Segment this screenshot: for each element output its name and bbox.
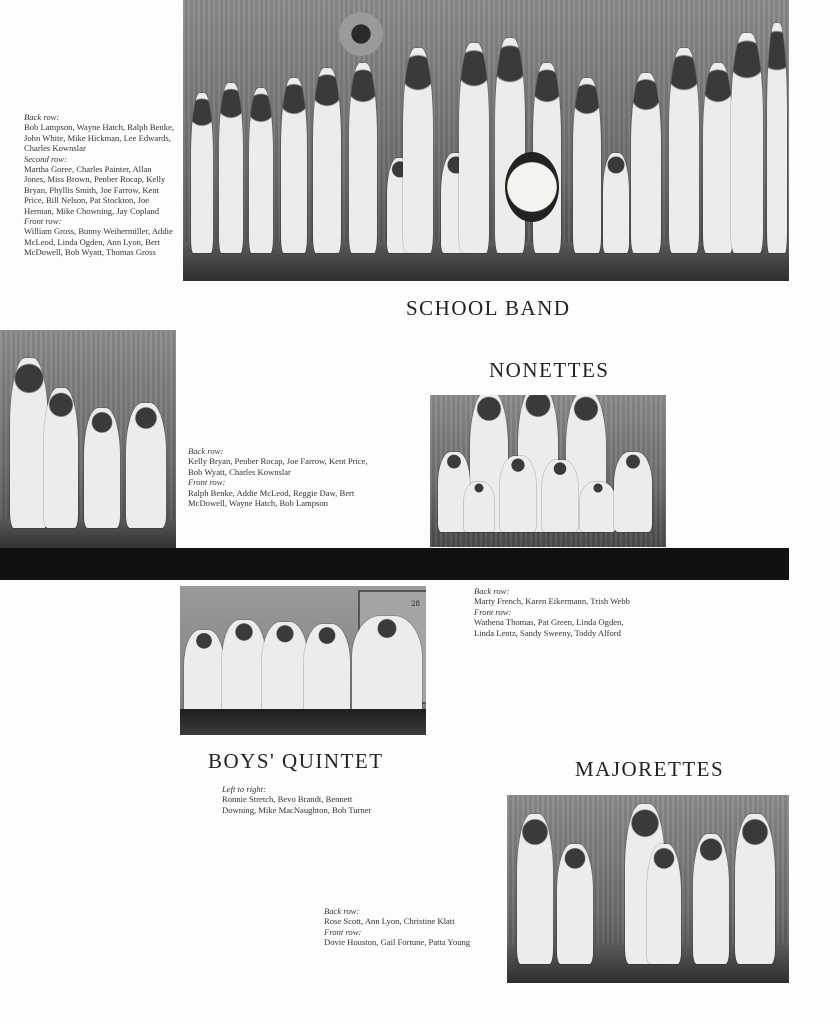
nonettes-photo xyxy=(430,395,666,547)
band-member xyxy=(219,83,243,253)
band-member xyxy=(44,388,78,528)
school-band-photo xyxy=(183,0,789,281)
front-row-label: Front row: xyxy=(188,477,226,488)
band-member xyxy=(10,358,48,528)
quintet-names: Ronnie Stretch, Bevo Brandt, Bennett Downing, Mike MacNaughton, Bob Turner xyxy=(222,794,372,815)
band-member xyxy=(191,93,213,253)
band-member xyxy=(631,73,661,253)
band-member xyxy=(703,63,733,253)
band-member xyxy=(281,78,307,253)
singer xyxy=(500,456,536,532)
school-band-heading: SCHOOL BAND xyxy=(406,296,571,320)
band-member xyxy=(126,403,166,528)
back-row-label: Back row: xyxy=(188,446,224,456)
nonettes-caption xyxy=(474,586,636,638)
front-row-label: Front row: xyxy=(24,216,62,227)
front-row-names: Ralph Benke, Addie McLeod, Reggie Daw, Bert McDowell, Wayne Hatch, Bob Lampson xyxy=(188,487,355,509)
second-row-names: Martha Goree, Charles Painter, Allan Jones, Miss Brown, Penber Rocap, Kelly Bryan, Phyllis Smith, Joe Farrow, Kent Price, Bill Nelson, Pat Stockton, Joe Herman, Mike Chowning, Jay Copland xyxy=(24,164,166,216)
band-caption xyxy=(24,112,174,258)
front-row-names: Wathena Thomas, Pat Green, Linda Ogden, Linda Lentz, Sandy Sweeny, Toddy Alford xyxy=(474,617,624,638)
nonettes-heading: NONETTES xyxy=(489,358,610,382)
sousaphone-bell xyxy=(339,12,383,56)
door-number: 28 xyxy=(411,600,420,608)
small-band-caption xyxy=(188,446,373,508)
band-member xyxy=(669,48,699,253)
singer xyxy=(184,630,224,720)
majorettes-heading: MAJORETTES xyxy=(575,757,725,781)
band-member xyxy=(573,78,601,253)
piano xyxy=(180,709,426,735)
band-member xyxy=(603,153,629,253)
singer xyxy=(542,460,578,532)
band-member xyxy=(767,23,787,253)
bass-drum xyxy=(505,152,559,222)
singer xyxy=(614,452,652,532)
majorettes-photo xyxy=(507,795,789,983)
singer xyxy=(262,622,308,720)
boys-quintet-heading: BOYS' QUINTET xyxy=(208,749,384,773)
back-row-names: Marty French, Karen Eikermann, Trish Webb xyxy=(474,596,630,607)
majorette xyxy=(557,844,593,964)
back-row-names: Kelly Bryan, Penber Rocap, Joe Farrow, Kent Price, Bob Wyatt, Charles Kownslar xyxy=(188,456,368,477)
singer xyxy=(304,624,350,720)
second-row-label: Second row: xyxy=(24,153,67,164)
majorettes-caption xyxy=(324,906,504,948)
back-row-label: Back row: xyxy=(24,112,60,122)
majorette xyxy=(647,844,681,964)
band-member xyxy=(349,63,377,253)
singer xyxy=(580,482,616,532)
band-member xyxy=(731,33,763,253)
front-row-label: Front row: xyxy=(324,926,362,937)
left-to-right-label: Left to right: xyxy=(222,784,266,794)
singer xyxy=(352,616,422,720)
majorette xyxy=(693,834,729,964)
band-member xyxy=(495,38,525,253)
back-row-names: Bob Lampson, Wayne Hatch, Ralph Benke, John White, Mike Hickman, Lee Edwards, Charles Kownslar xyxy=(24,122,174,154)
band-member xyxy=(403,48,433,253)
band-member xyxy=(313,68,341,253)
majorette xyxy=(517,814,553,964)
back-row-names: Rose Scott, Ann Lyon, Christine Klatt xyxy=(324,916,455,927)
divider-bar xyxy=(0,548,789,580)
singer xyxy=(222,620,266,720)
majorette xyxy=(735,814,775,964)
band-member xyxy=(459,43,489,253)
boys-quintet-photo xyxy=(180,586,426,735)
band-member xyxy=(84,408,120,528)
quintet-caption xyxy=(222,784,378,815)
back-row-label: Back row: xyxy=(324,906,360,916)
band-member xyxy=(249,88,273,253)
front-row-label: Front row: xyxy=(474,606,512,617)
back-row-label: Back row: xyxy=(474,586,510,596)
front-row-names: Dovie Houston, Gail Fortune, Patta Young xyxy=(324,937,471,948)
front-row-names: William Gross, Bunny Weihermiller, Addie McLeod, Linda Ogden, Ann Lyon, Bert McDowell, Bob Wyatt, Thomas Gross xyxy=(24,226,173,258)
singer xyxy=(464,482,494,532)
small-band-photo xyxy=(0,330,176,550)
